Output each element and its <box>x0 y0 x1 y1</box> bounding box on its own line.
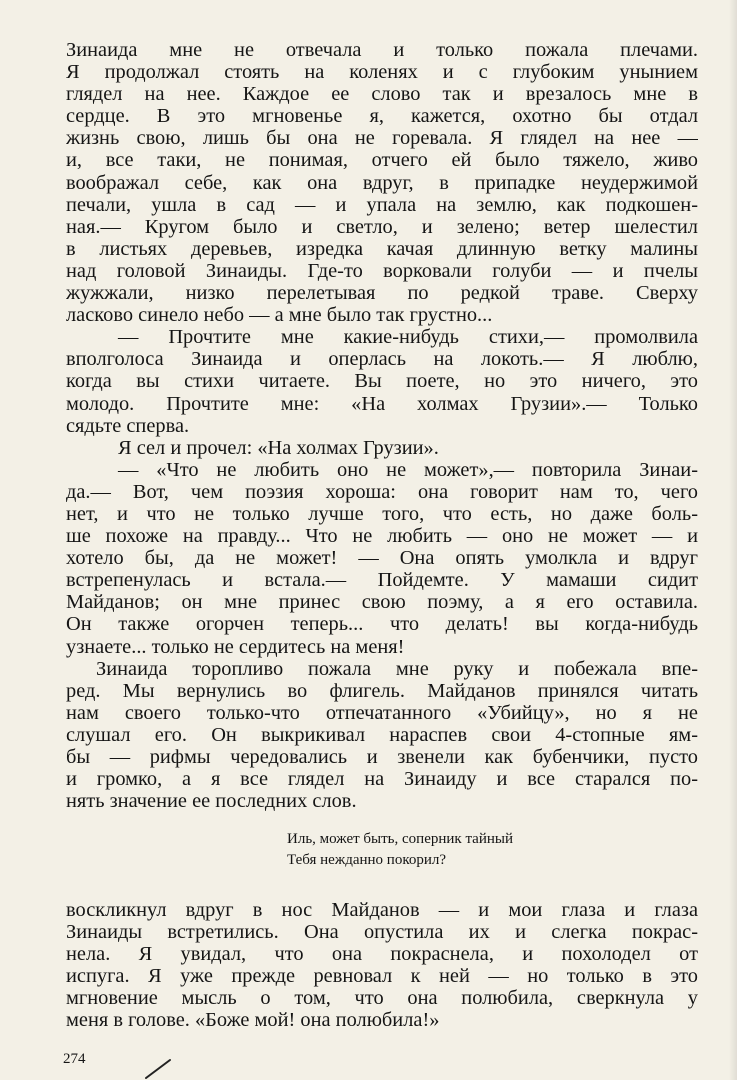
text-line: и, все таки, не понимая, отчего ей было тяжело, живо <box>66 149 698 172</box>
text-line: мгновение мысль о том, что она полюбила, сверкнула у <box>66 987 698 1010</box>
text-line: вполголоса Зинаида и оперлась на локоть.— Я люблю, <box>66 348 698 371</box>
text-line: когда вы стихи читаете. Вы поете, но это ничего, это <box>66 370 698 393</box>
text-line: испуга. Я уже прежде ревновал к ней — но только в это <box>66 965 698 988</box>
text-line: и громко, а я все глядел на Зинаиду и все старался по- <box>66 768 698 791</box>
text-line: жизнь свою, лишь бы она не горевала. Я глядел на нее — <box>66 127 698 150</box>
text-line: глядел на нее. Каждое ее слово так и врезалось мне в <box>66 83 698 106</box>
text-line: нам своего только-что отпечатанного «Убийцу», но я не <box>66 701 698 724</box>
text-line: Зинаиды встретились. Она опустила их и слегка покрас- <box>66 921 698 944</box>
text-line: жужжали, низко перелетывая по редкой траве. Сверху <box>66 282 698 305</box>
text-line: Я продолжал стоять на коленях и с глубоким унынием <box>66 61 698 84</box>
main-text <box>66 39 698 812</box>
pencil-mark-icon <box>140 1056 180 1080</box>
text-line: молодо. Прочтите мне: «На холмах Грузии».— Только <box>66 392 698 415</box>
text-line: ше похоже на правду... Что не любить — оно не может — и <box>66 525 698 548</box>
text-line: узнаете... только не сердитесь на меня! <box>66 635 405 658</box>
text-line: ная.— Кругом было и светло, и зелено; ветер шелестил <box>66 215 698 238</box>
text-line: да.— Вот, чем поэзия хороша: она говорит нам то, чего <box>66 480 698 503</box>
after-text <box>66 899 698 1032</box>
text-line: бы — рифмы чередовались и звенели как бубенчики, пусто <box>66 746 698 768</box>
text-line: над головой Зинаиды. Где-то ворковали голуби — и пчелы <box>66 259 698 282</box>
text-line: сердце. В это мгновенье я, кажется, охотно бы отдал <box>66 105 698 128</box>
text-line: воскликнул вдруг в нос Майданов — и мои глаза и глаза <box>66 899 698 921</box>
page-edge-shadow <box>729 0 737 1080</box>
text-line: нела. Я увидал, что она покраснела, и похолодел от <box>66 943 698 966</box>
page-number: 274 <box>63 1051 86 1067</box>
text-line: слушал его. Он выкрикивал нараспев свои 4-стопные ям- <box>66 723 698 746</box>
text-line: сядьте сперва. <box>66 414 190 437</box>
verse-quote <box>287 829 627 871</box>
text-line: печали, ушла в сад — и упала на землю, как подкошен- <box>66 193 698 216</box>
text-line: нет, и что не только лучше того, что есть, но даже боль- <box>66 502 698 525</box>
text-line: меня в голове. «Боже мой! она полюбила!» <box>66 1009 440 1032</box>
text-line: хотело бы, да не может! — Она опять умолкла и вдруг <box>66 547 698 570</box>
verse-line: Тебя нежданно покорил? <box>287 852 447 868</box>
text-line: ред. Мы вернулись во флигель. Майданов принялся читать <box>66 679 698 702</box>
text-line: в листьях деревьев, изредка качая длинную ветку малины <box>66 237 698 260</box>
text-line: нять значение ее последних слов. <box>66 790 357 813</box>
text-line: — «Что не любить оно не может»,— повторила Зинаи- <box>118 458 698 481</box>
text-line: Майданов; он мне принес свою поэму, а я его оставила. <box>66 591 698 614</box>
text-line: Зинаида мне не отвечала и только пожала плечами. <box>66 39 698 61</box>
text-line: Зинаида торопливо пожала мне руку и побежала впе- <box>96 657 698 680</box>
text-line: воображал себе, как она вдруг, в припадке неудержимой <box>66 171 698 194</box>
verse-line: Иль, может быть, соперник тайный <box>287 831 514 847</box>
text-line: — Прочтите мне какие-нибудь стихи,— промолвила <box>118 326 698 349</box>
text-line: встрепенулась и встала.— Пойдемте. У мамаши сидит <box>66 569 698 592</box>
text-line: ласково синело небо — а мне было так грустно... <box>66 304 493 327</box>
text-line: Я сел и прочел: «На холмах Грузии». <box>118 436 439 459</box>
text-line: Он также огорчен теперь... что делать! вы когда-нибудь <box>66 613 698 636</box>
